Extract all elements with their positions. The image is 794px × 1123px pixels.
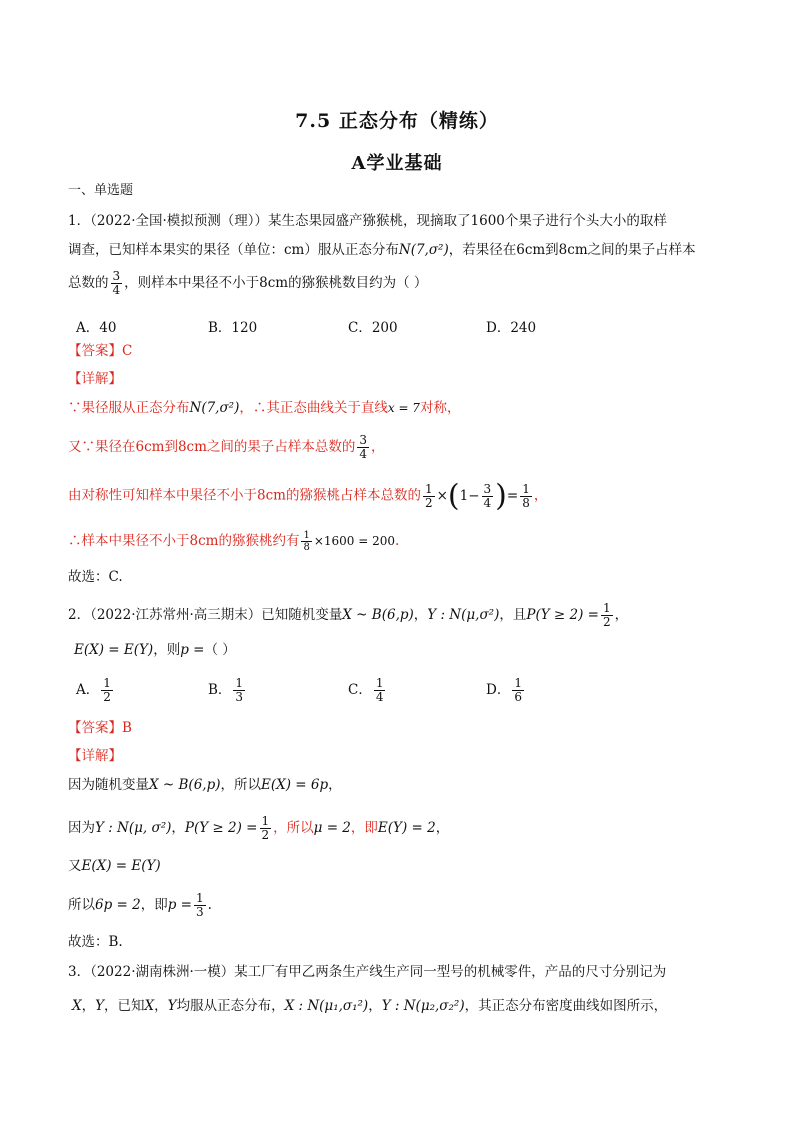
q3-line1: 3．（2022·湖南株洲·一模）某工厂有甲乙两条生产线生产同一型号的机械零件，产品的尺寸分别记为 <box>68 964 667 980</box>
q1-line1: 1．（2022·全国·模拟预测（理））某生态果园盛产猕猴桃，现摘取了1600个果子进行个头大小的取样 <box>68 213 667 229</box>
q1-solution-line3: 由对称性可知样本中果径不小于8cm的猕猴桃占样本总数的 $\frac{1}{2}$ ×(1− $\frac{3}{4}$ )= $\frac{1}{8}$ ， <box>68 478 548 513</box>
page-subtitle: A学业基础 <box>351 153 443 174</box>
q1-option-a: A．40 <box>76 320 117 336</box>
q1-line2: 调查，已知样本果实的果径（单位：cm）服从正态分布N(7,σ²)，若果径在6cm到8cm之间的果子占样本 <box>68 242 696 258</box>
q2-solution-line4: 所以6p = 2，即p = $\frac{1}{3}$ . <box>68 891 212 919</box>
q1-line3: 总数的 $\frac{3}{4}$ ，则样本中果径不小于8cm的猕猴桃数目约为（ ） <box>68 269 428 297</box>
q1-solution-line2: 又∵果径在6cm到8cm之间的果子占样本总数的 $\frac{3}{4}$ ， <box>68 433 385 461</box>
q1-solution-line1: ∵果径服从正态分布N(7,σ²)，∴其正态曲线关于直线x = 7对称， <box>68 400 461 416</box>
q2-line1: 2．（2022·江苏常州·高三期末）已知随机变量X ~ B(6,p)，Y : N(μ,σ²)，且P(Y ≥ 2) = $\frac{1}{2}$ ， <box>68 601 629 629</box>
q2-solution-line2: 因为Y : N(μ, σ²)，P(Y ≥ 2) = $\frac{1}{2}$ ，所以μ = 2，即E(Y) = 2， <box>68 814 450 842</box>
q2-solution-line3: 又E(X) = E(Y) <box>68 858 161 874</box>
q2-line2: E(X) = E(Y)，则p =（ ） <box>74 642 236 658</box>
section-heading: 一、单选题 <box>68 183 134 198</box>
q1-option-b: B．120 <box>208 320 258 336</box>
q1-solution-line4: ∴样本中果径不小于8cm的猕猴桃约有 $\frac{1}{8}$ ×1600 = 200. <box>68 530 400 553</box>
q2-solution-line1: 因为随机变量X ~ B(6,p)，所以E(X) = 6p， <box>68 777 342 793</box>
page-title: 7.5 正态分布（精练） <box>295 110 499 132</box>
q1-answer: 【答案】C <box>68 343 133 359</box>
q2-detail-label: 【详解】 <box>68 748 122 764</box>
q1-choose: 故选：C. <box>68 569 123 585</box>
q1-option-c: C．200 <box>348 320 398 336</box>
fraction: $\frac{3}{4}$ <box>112 269 121 297</box>
q2-option-d: D． $\frac{1}{6}$ <box>486 676 522 704</box>
q1-option-d: D．240 <box>486 320 537 336</box>
q2-option-a: A． $\frac{1}{2}$ <box>76 676 111 704</box>
q3-line2: X，Y，已知X，Y均服从正态分布，X : N(μ₁,σ₁²)，Y : N(μ₂,σ₂²)，其正态分布密度曲线如图所示， <box>72 998 668 1014</box>
q1-detail-label: 【详解】 <box>68 371 122 387</box>
q2-choose: 故选：B. <box>68 934 123 950</box>
q2-option-c: C． $\frac{1}{4}$ <box>348 676 384 704</box>
q2-option-b: B． $\frac{1}{3}$ <box>208 676 244 704</box>
q2-answer: 【答案】B <box>68 720 132 736</box>
